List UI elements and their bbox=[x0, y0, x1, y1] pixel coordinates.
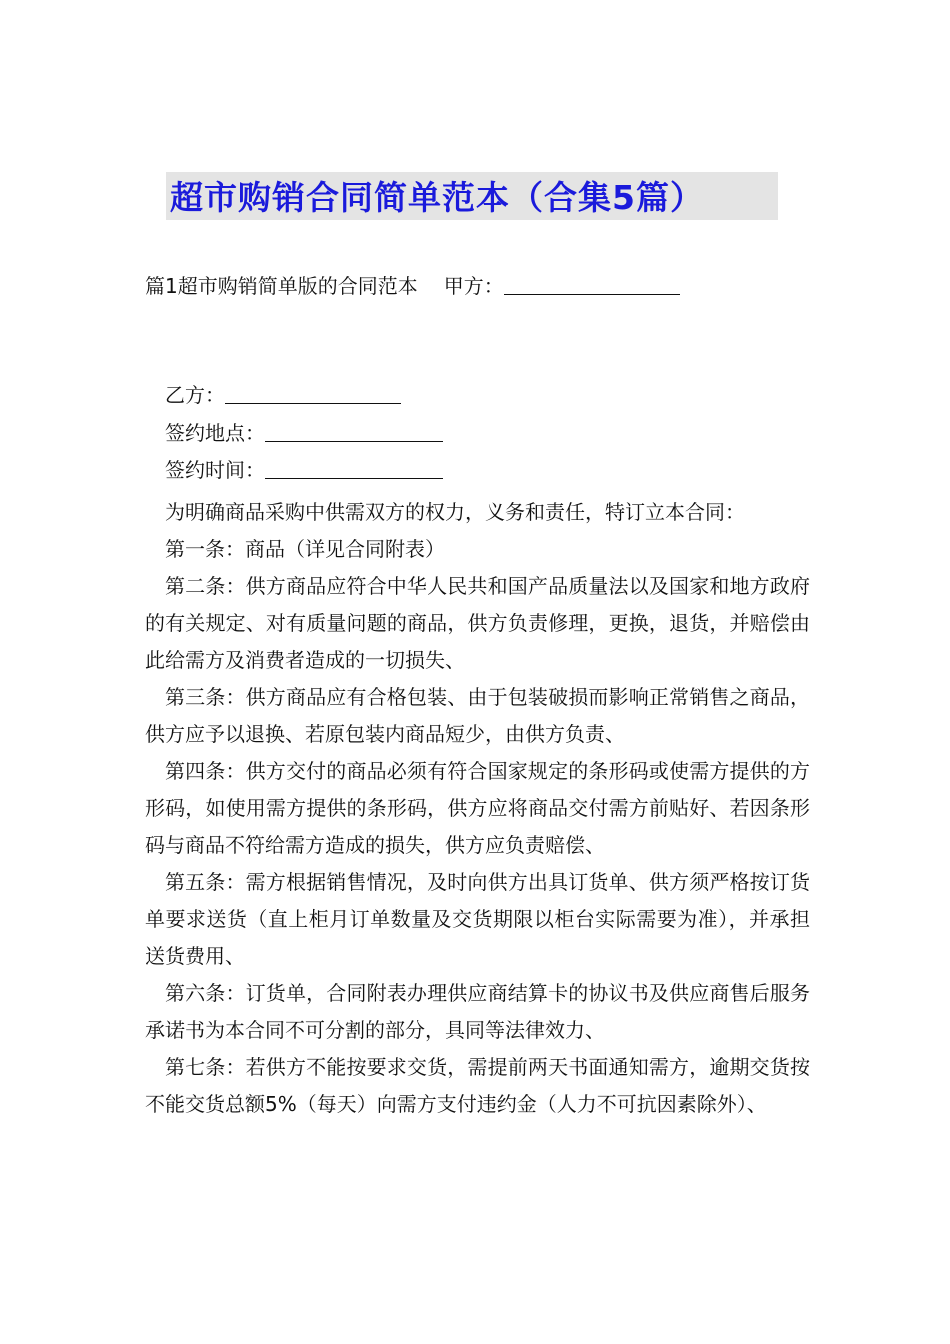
sign-place-blank bbox=[265, 421, 443, 442]
section-heading-line bbox=[145, 272, 680, 300]
section-heading: 篇1超市购销简单版的合同范本 bbox=[145, 274, 418, 298]
sign-time-line bbox=[165, 456, 443, 484]
sign-time-blank bbox=[265, 458, 443, 479]
document-title: 超市购销合同简单范本（合集5篇） bbox=[170, 178, 704, 217]
contract-body bbox=[145, 494, 810, 1123]
party-b-label: 乙方： bbox=[165, 383, 225, 407]
paragraph-article-1: 第一条：商品（详见合同附表） bbox=[165, 537, 445, 561]
party-a-label: 甲方： bbox=[443, 274, 504, 298]
paragraph-article-7: 第七条：若供方不能按要求交货，需提前两天书面通知需方，逾期交货按不能交货总额5%（每天）向需方支付违约金（人力不可抗因素除外）、 bbox=[145, 1055, 810, 1116]
party-b-blank bbox=[225, 383, 401, 404]
paragraph-article-6: 第六条：订货单，合同附表办理供应商结算卡的协议书及供应商售后服务承诺书为本合同不可分割的部分，具同等法律效力、 bbox=[145, 981, 810, 1042]
party-b-line bbox=[165, 381, 401, 409]
sign-place-line bbox=[165, 419, 443, 447]
paragraph-article-5: 第五条：需方根据销售情况，及时向供方出具订货单、供方须严格按订货单要求送货（直上柜月订单数量及交货期限以柜台实际需要为准），并承担送货费用、 bbox=[145, 870, 810, 968]
paragraph-article-3: 第三条：供方商品应有合格包装、由于包装破损而影响正常销售之商品，供方应予以退换、若原包装内商品短少，由供方负责、 bbox=[145, 685, 810, 746]
party-a-blank bbox=[504, 274, 680, 295]
paragraph-article-2: 第二条：供方商品应符合中华人民共和国产品质量法以及国家和地方政府的有关规定、对有质量问题的商品，供方负责修理，更换，退货，并赔偿由此给需方及消费者造成的一切损失、 bbox=[145, 574, 810, 672]
paragraph-article-4: 第四条：供方交付的商品必须有符合国家规定的条形码或使需方提供的方形码，如使用需方提供的条形码，供方应将商品交付需方前贴好、若因条形码与商品不符给需方造成的损失，供方应负责赔偿、 bbox=[145, 759, 810, 857]
sign-time-label: 签约时间： bbox=[165, 458, 265, 482]
sign-place-label: 签约地点： bbox=[165, 421, 265, 445]
paragraph-preamble: 为明确商品采购中供需双方的权力，义务和责任，特订立本合同： bbox=[165, 500, 745, 524]
